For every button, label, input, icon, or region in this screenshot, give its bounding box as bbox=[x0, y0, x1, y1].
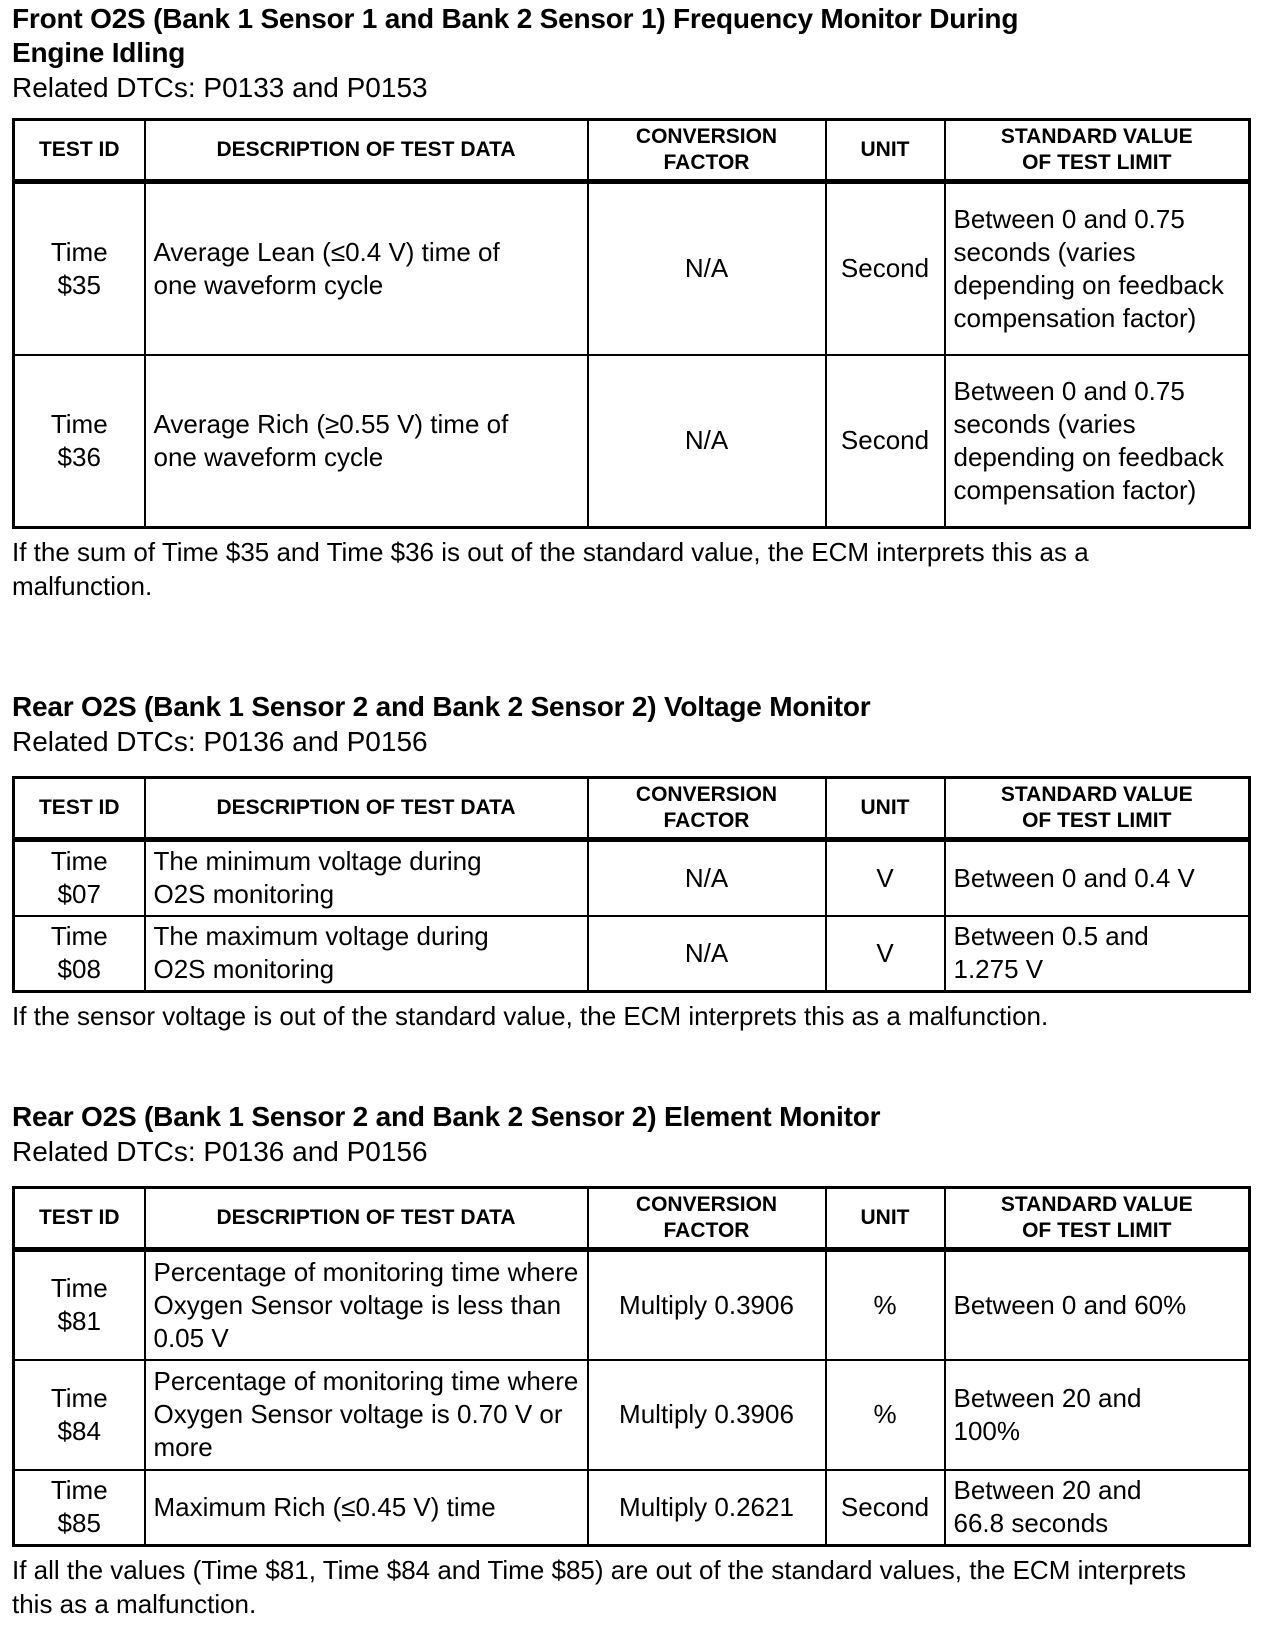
cell-test-id bbox=[14, 355, 145, 528]
header-conversion-factor bbox=[588, 1188, 826, 1250]
header-standard-line2: OF TEST LIMIT bbox=[1022, 1219, 1172, 1242]
table-row bbox=[14, 355, 1250, 528]
header-unit: UNIT bbox=[826, 1188, 945, 1250]
cell-description: Average Lean (≤0.4 V) time of one waveform cycle bbox=[145, 182, 588, 355]
header-conversion-line2: FACTOR bbox=[663, 809, 750, 832]
table-note: If the sum of Time $35 and Time $36 is out of the standard value, the ECM interprets this as a malfunction. bbox=[12, 537, 1089, 601]
header-standard-line1: STANDARD VALUE bbox=[1000, 125, 1193, 148]
section-title: Rear O2S (Bank 1 Sensor 2 and Bank 2 Sensor 2) Voltage Monitor bbox=[12, 691, 871, 722]
test-id-line1: Time bbox=[50, 846, 108, 877]
cell-description: The maximum voltage during O2S monitoring bbox=[145, 916, 588, 992]
cell-conversion-factor: N/A bbox=[588, 355, 826, 528]
monitor-table bbox=[12, 1186, 1251, 1547]
table-row bbox=[14, 840, 1250, 916]
cell-standard-value: Between 20 and 66.8 seconds bbox=[945, 1470, 1250, 1546]
test-id-line2: $36 bbox=[57, 441, 101, 472]
cell-conversion-factor: Multiply 0.3906 bbox=[588, 1360, 826, 1470]
cell-test-id bbox=[14, 1360, 145, 1470]
section-rear-o2s-voltage bbox=[12, 690, 1248, 1033]
test-id-line1: Time bbox=[50, 236, 108, 267]
table-header-row bbox=[14, 1188, 1250, 1250]
section-title: Rear O2S (Bank 1 Sensor 2 and Bank 2 Sensor 2) Element Monitor bbox=[12, 1101, 881, 1132]
cell-unit: % bbox=[826, 1250, 945, 1360]
cell-unit: V bbox=[826, 840, 945, 916]
table-row bbox=[14, 1470, 1250, 1546]
table-row bbox=[14, 1360, 1250, 1470]
cell-standard-value: Between 0 and 60% bbox=[945, 1250, 1250, 1360]
test-id-line1: Time bbox=[50, 1273, 108, 1304]
header-description: DESCRIPTION OF TEST DATA bbox=[145, 778, 588, 840]
cell-description: Percentage of monitoring time where Oxygen Sensor voltage is 0.70 V or more bbox=[145, 1360, 588, 1470]
test-id-line2: $35 bbox=[57, 269, 101, 300]
cell-description: Average Rich (≥0.55 V) time of one waveform cycle bbox=[145, 355, 588, 528]
header-standard-line1: STANDARD VALUE bbox=[1000, 1193, 1193, 1216]
test-id-line1: Time bbox=[50, 921, 108, 952]
test-id-line2: $08 bbox=[57, 954, 101, 985]
cell-conversion-factor: Multiply 0.2621 bbox=[588, 1470, 826, 1546]
cell-standard-value: Between 0 and 0.4 V bbox=[945, 840, 1250, 916]
test-id-line1: Time bbox=[50, 408, 108, 439]
header-standard-value bbox=[945, 1188, 1250, 1250]
header-standard-line2: OF TEST LIMIT bbox=[1022, 151, 1172, 174]
cell-test-id bbox=[14, 916, 145, 992]
cell-unit: Second bbox=[826, 355, 945, 528]
test-id-line1: Time bbox=[50, 1475, 108, 1506]
table-header-row bbox=[14, 778, 1250, 840]
header-conversion-line1: CONVERSION bbox=[635, 125, 778, 148]
cell-conversion-factor: Multiply 0.3906 bbox=[588, 1250, 826, 1360]
cell-test-id bbox=[14, 1470, 145, 1546]
header-standard-line1: STANDARD VALUE bbox=[1000, 783, 1193, 806]
header-test-id: TEST ID bbox=[14, 778, 145, 840]
cell-conversion-factor: N/A bbox=[588, 916, 826, 992]
header-description: DESCRIPTION OF TEST DATA bbox=[145, 1188, 588, 1250]
cell-description: Maximum Rich (≤0.45 V) time bbox=[145, 1470, 588, 1546]
section-title bbox=[12, 2, 1248, 70]
related-dtcs: Related DTCs: P0133 and P0153 bbox=[12, 72, 428, 103]
header-description: DESCRIPTION OF TEST DATA bbox=[145, 120, 588, 182]
cell-test-id bbox=[14, 840, 145, 916]
cell-test-id bbox=[14, 1250, 145, 1360]
test-id-line2: $84 bbox=[57, 1415, 101, 1446]
table-row bbox=[14, 182, 1250, 355]
header-unit: UNIT bbox=[826, 778, 945, 840]
table-note: If the sensor voltage is out of the standard value, the ECM interprets this as a malfunction. bbox=[12, 1001, 1049, 1031]
test-id-line1: Time bbox=[50, 1382, 108, 1413]
section-title-line2: Engine Idling bbox=[12, 37, 186, 68]
header-test-id: TEST ID bbox=[14, 120, 145, 182]
cell-conversion-factor: N/A bbox=[588, 840, 826, 916]
header-conversion-line2: FACTOR bbox=[663, 151, 750, 174]
header-conversion-line1: CONVERSION bbox=[635, 1193, 778, 1216]
section-front-o2s-frequency bbox=[12, 2, 1248, 603]
section-title-line1: Front O2S (Bank 1 Sensor 1 and Bank 2 Sensor 1) Frequency Monitor During bbox=[12, 3, 1019, 34]
table-row bbox=[14, 916, 1250, 992]
test-id-line2: $07 bbox=[57, 879, 101, 910]
header-conversion-factor bbox=[588, 778, 826, 840]
test-id-line2: $85 bbox=[57, 1508, 101, 1539]
cell-unit: Second bbox=[826, 1470, 945, 1546]
header-standard-line2: OF TEST LIMIT bbox=[1022, 809, 1172, 832]
cell-standard-value: Between 0.5 and 1.275 V bbox=[945, 916, 1250, 992]
monitor-table bbox=[12, 118, 1251, 529]
header-standard-value bbox=[945, 778, 1250, 840]
header-conversion-factor bbox=[588, 120, 826, 182]
test-id-line2: $81 bbox=[57, 1306, 101, 1337]
header-unit: UNIT bbox=[826, 120, 945, 182]
cell-unit: % bbox=[826, 1360, 945, 1470]
header-conversion-line2: FACTOR bbox=[663, 1219, 750, 1242]
table-header-row bbox=[14, 120, 1250, 182]
cell-description: Percentage of monitoring time where Oxygen Sensor voltage is less than 0.05 V bbox=[145, 1250, 588, 1360]
related-dtcs: Related DTCs: P0136 and P0156 bbox=[12, 726, 428, 757]
cell-description: The minimum voltage during O2S monitoring bbox=[145, 840, 588, 916]
header-standard-value bbox=[945, 120, 1250, 182]
cell-unit: V bbox=[826, 916, 945, 992]
cell-standard-value: Between 20 and 100% bbox=[945, 1360, 1250, 1470]
cell-test-id bbox=[14, 182, 145, 355]
cell-unit: Second bbox=[826, 182, 945, 355]
section-rear-o2s-element bbox=[12, 1100, 1248, 1621]
header-test-id: TEST ID bbox=[14, 1188, 145, 1250]
monitor-table bbox=[12, 776, 1251, 993]
table-row bbox=[14, 1250, 1250, 1360]
header-conversion-line1: CONVERSION bbox=[635, 783, 778, 806]
cell-conversion-factor: N/A bbox=[588, 182, 826, 355]
related-dtcs: Related DTCs: P0136 and P0156 bbox=[12, 1136, 428, 1167]
cell-standard-value: Between 0 and 0.75 seconds (varies depending on feedback compensation factor) bbox=[945, 182, 1250, 355]
table-note: If all the values (Time $81, Time $84 and Time $85) are out of the standard values, the ECM interprets this as a malfunction. bbox=[12, 1555, 1186, 1619]
cell-standard-value: Between 0 and 0.75 seconds (varies depending on feedback compensation factor) bbox=[945, 355, 1250, 528]
